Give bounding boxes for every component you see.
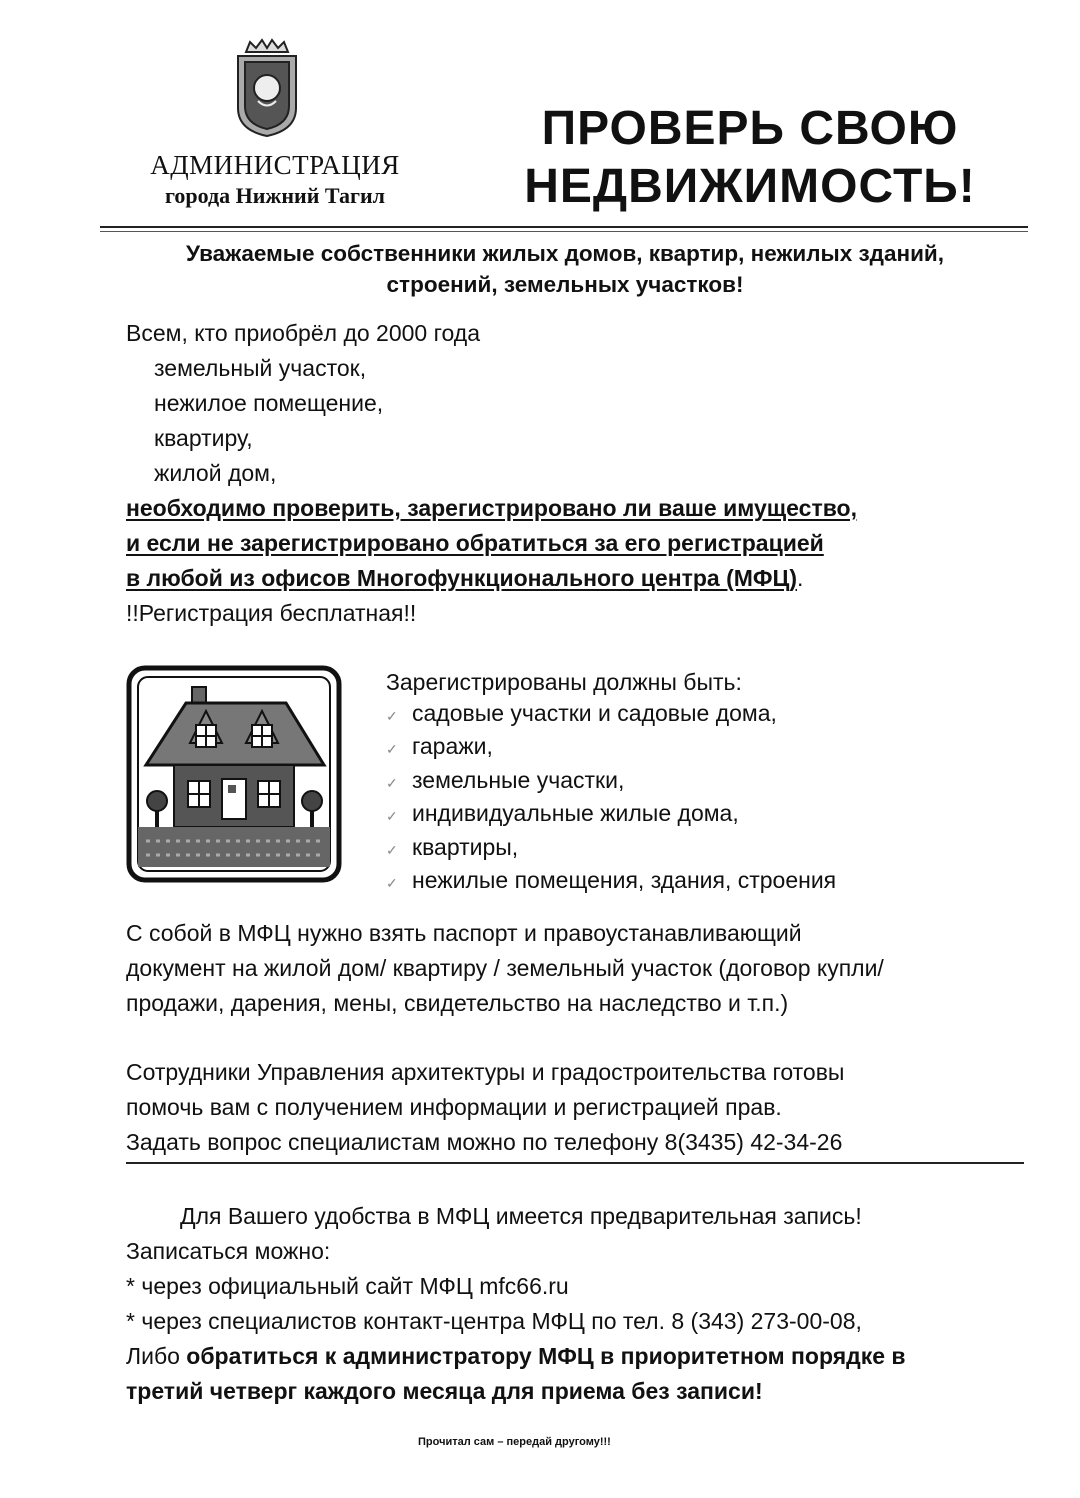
headline-line-1: ПРОВЕРЬ СВОЮ — [541, 102, 959, 155]
check-bullet-icon: ✓ — [386, 841, 398, 858]
free-registration-note: !!Регистрация бесплатная!! — [126, 600, 417, 626]
action-line-2: и если не зарегистрировано обратиться за его регистрацией — [126, 530, 824, 556]
header-rule-top — [100, 226, 1028, 228]
staff-line-1: Сотрудники Управления архитектуры и градостроительства готовы — [126, 1059, 845, 1085]
house-icon — [126, 665, 342, 883]
administration-title: АДМИНИСТРАЦИЯ — [150, 150, 400, 180]
list-item: ✓ земельные участки, — [386, 765, 836, 799]
action-line-1: необходимо проверить, зарегистрировано ли ваше имущество, — [126, 495, 857, 521]
list-item: ✓ нежилые помещения, здания, строения — [386, 865, 836, 899]
registered-heading: Зарегистрированы должны быть: — [386, 669, 742, 695]
documents-line-1: С собой в МФЦ нужно взять паспорт и правоустанавливающий — [126, 920, 802, 946]
list-item: ✓ квартиры, — [386, 832, 836, 866]
greeting-line-2: строений, земельных участков! — [386, 272, 744, 297]
header-rule-bottom — [100, 231, 1028, 232]
property-item: жилой дом, — [154, 460, 277, 486]
property-item: нежилое помещение, — [154, 390, 384, 416]
call-center-line: * через специалистов контакт-центра МФЦ по тел. 8 (343) 273-00-08, — [126, 1308, 862, 1334]
intro-lead: Всем, кто приобрёл до 2000 года — [126, 320, 480, 346]
check-bullet-icon: ✓ — [386, 774, 398, 791]
intro-section — [126, 316, 1026, 631]
documents-paragraph — [126, 916, 1036, 1021]
action-line-3-tail: . — [797, 565, 804, 591]
list-item: ✓ индивидуальные жилые дома, — [386, 798, 836, 832]
appointment-line-1: Для Вашего удобства в МФЦ имеется предварительная запись! — [180, 1203, 862, 1229]
website-line: * через официальный сайт МФЦ mfc66.ru — [126, 1273, 569, 1299]
contact-phone-line: Задать вопрос специалистам можно по телефону 8(3435) 42-34-26 — [126, 1129, 843, 1155]
registered-list — [386, 667, 836, 899]
documents-line-2: документ на жилой дом/ квартиру / земельный участок (договор купли/ — [126, 955, 884, 981]
staff-paragraph — [126, 1055, 1036, 1160]
greeting — [110, 238, 1020, 300]
city-name: города Нижний Тагил — [164, 183, 386, 208]
check-bullet-icon: ✓ — [386, 875, 398, 891]
property-item: квартиру, — [154, 425, 253, 451]
headline — [470, 100, 1030, 216]
check-bullet-icon: ✓ — [386, 707, 398, 724]
appointment-section — [126, 1199, 1036, 1409]
list-item: ✓ гаражи, — [386, 731, 836, 765]
documents-line-3: продажи, дарения, мены, свидетельство на наследство и т.п.) — [126, 990, 789, 1016]
check-bullet-icon: ✓ — [386, 808, 398, 824]
footer-note: Прочитал сам – передай другому!!! — [418, 1436, 611, 1448]
greeting-line-1: Уважаемые собственники жилых домов, квартир, нежилых зданий, — [186, 241, 944, 266]
list-item: ✓ садовые участки и садовые дома, — [386, 698, 836, 732]
section-divider — [126, 1162, 1024, 1164]
appointment-line-2: Записаться можно: — [126, 1238, 331, 1264]
check-bullet-icon: ✓ — [386, 741, 398, 757]
action-line-3: в любой из офисов Многофункционального центра (МФЦ) — [126, 565, 797, 591]
property-item: земельный участок, — [154, 355, 367, 381]
headline-line-2: НЕДВИЖИМОСТЬ! — [524, 160, 976, 213]
priority-line-2: третий четверг каждого месяца для приема без записи! — [126, 1378, 763, 1404]
staff-line-2: помочь вам с получением информации и регистрацией прав. — [126, 1094, 782, 1120]
city-emblem-icon — [232, 38, 302, 138]
priority-line: Либо обратиться к администратору МФЦ в приоритетном порядке в — [126, 1343, 906, 1369]
